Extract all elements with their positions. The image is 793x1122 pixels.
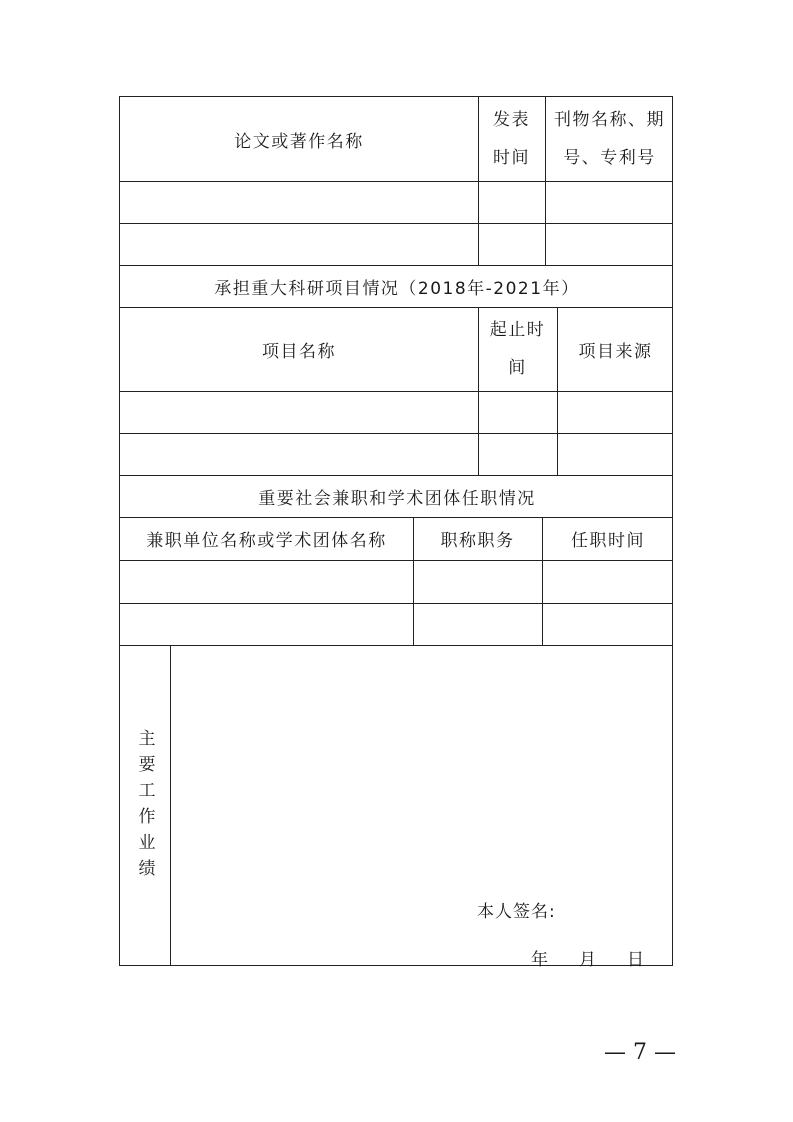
row-divider [120,433,672,434]
papers-journal-header: 刊物名称、期 号、专利号 [554,110,665,168]
row-divider [120,391,672,392]
papers-time-header: 发表 时间 [493,110,530,168]
posts-section-title: 重要社会兼职和学术团体任职情况 [258,488,536,509]
papers-name-header: 论文或著作名称 [234,131,364,152]
signature-label: 本人签名: [477,902,556,922]
projects-section-title: 承担重大科研项目情况（2018年-2021年） [214,278,580,299]
posts-time-header: 任职时间 [571,531,645,551]
page-number: — 7 — [604,1040,676,1065]
posts-title-header: 职称职务 [440,531,515,551]
date-day-label: 日 [627,950,645,970]
row-divider [120,603,672,604]
application-form-table [119,96,673,970]
date-year-label: 年 [531,950,549,970]
achievements-label: 主要工作业绩 [134,728,155,885]
projects-time-header: 起止时 间 [489,320,546,378]
date-month-label: 月 [579,950,597,970]
column-divider [170,645,171,966]
achievements-label-cell [120,646,170,967]
row-divider [120,181,672,182]
projects-source-header: 项目来源 [578,341,653,362]
row-divider [120,560,672,561]
projects-name-header: 项目名称 [262,341,336,362]
row-divider [120,223,672,224]
row-divider [120,645,672,646]
posts-org-header: 兼职单位名称或学术团体名称 [146,531,387,551]
